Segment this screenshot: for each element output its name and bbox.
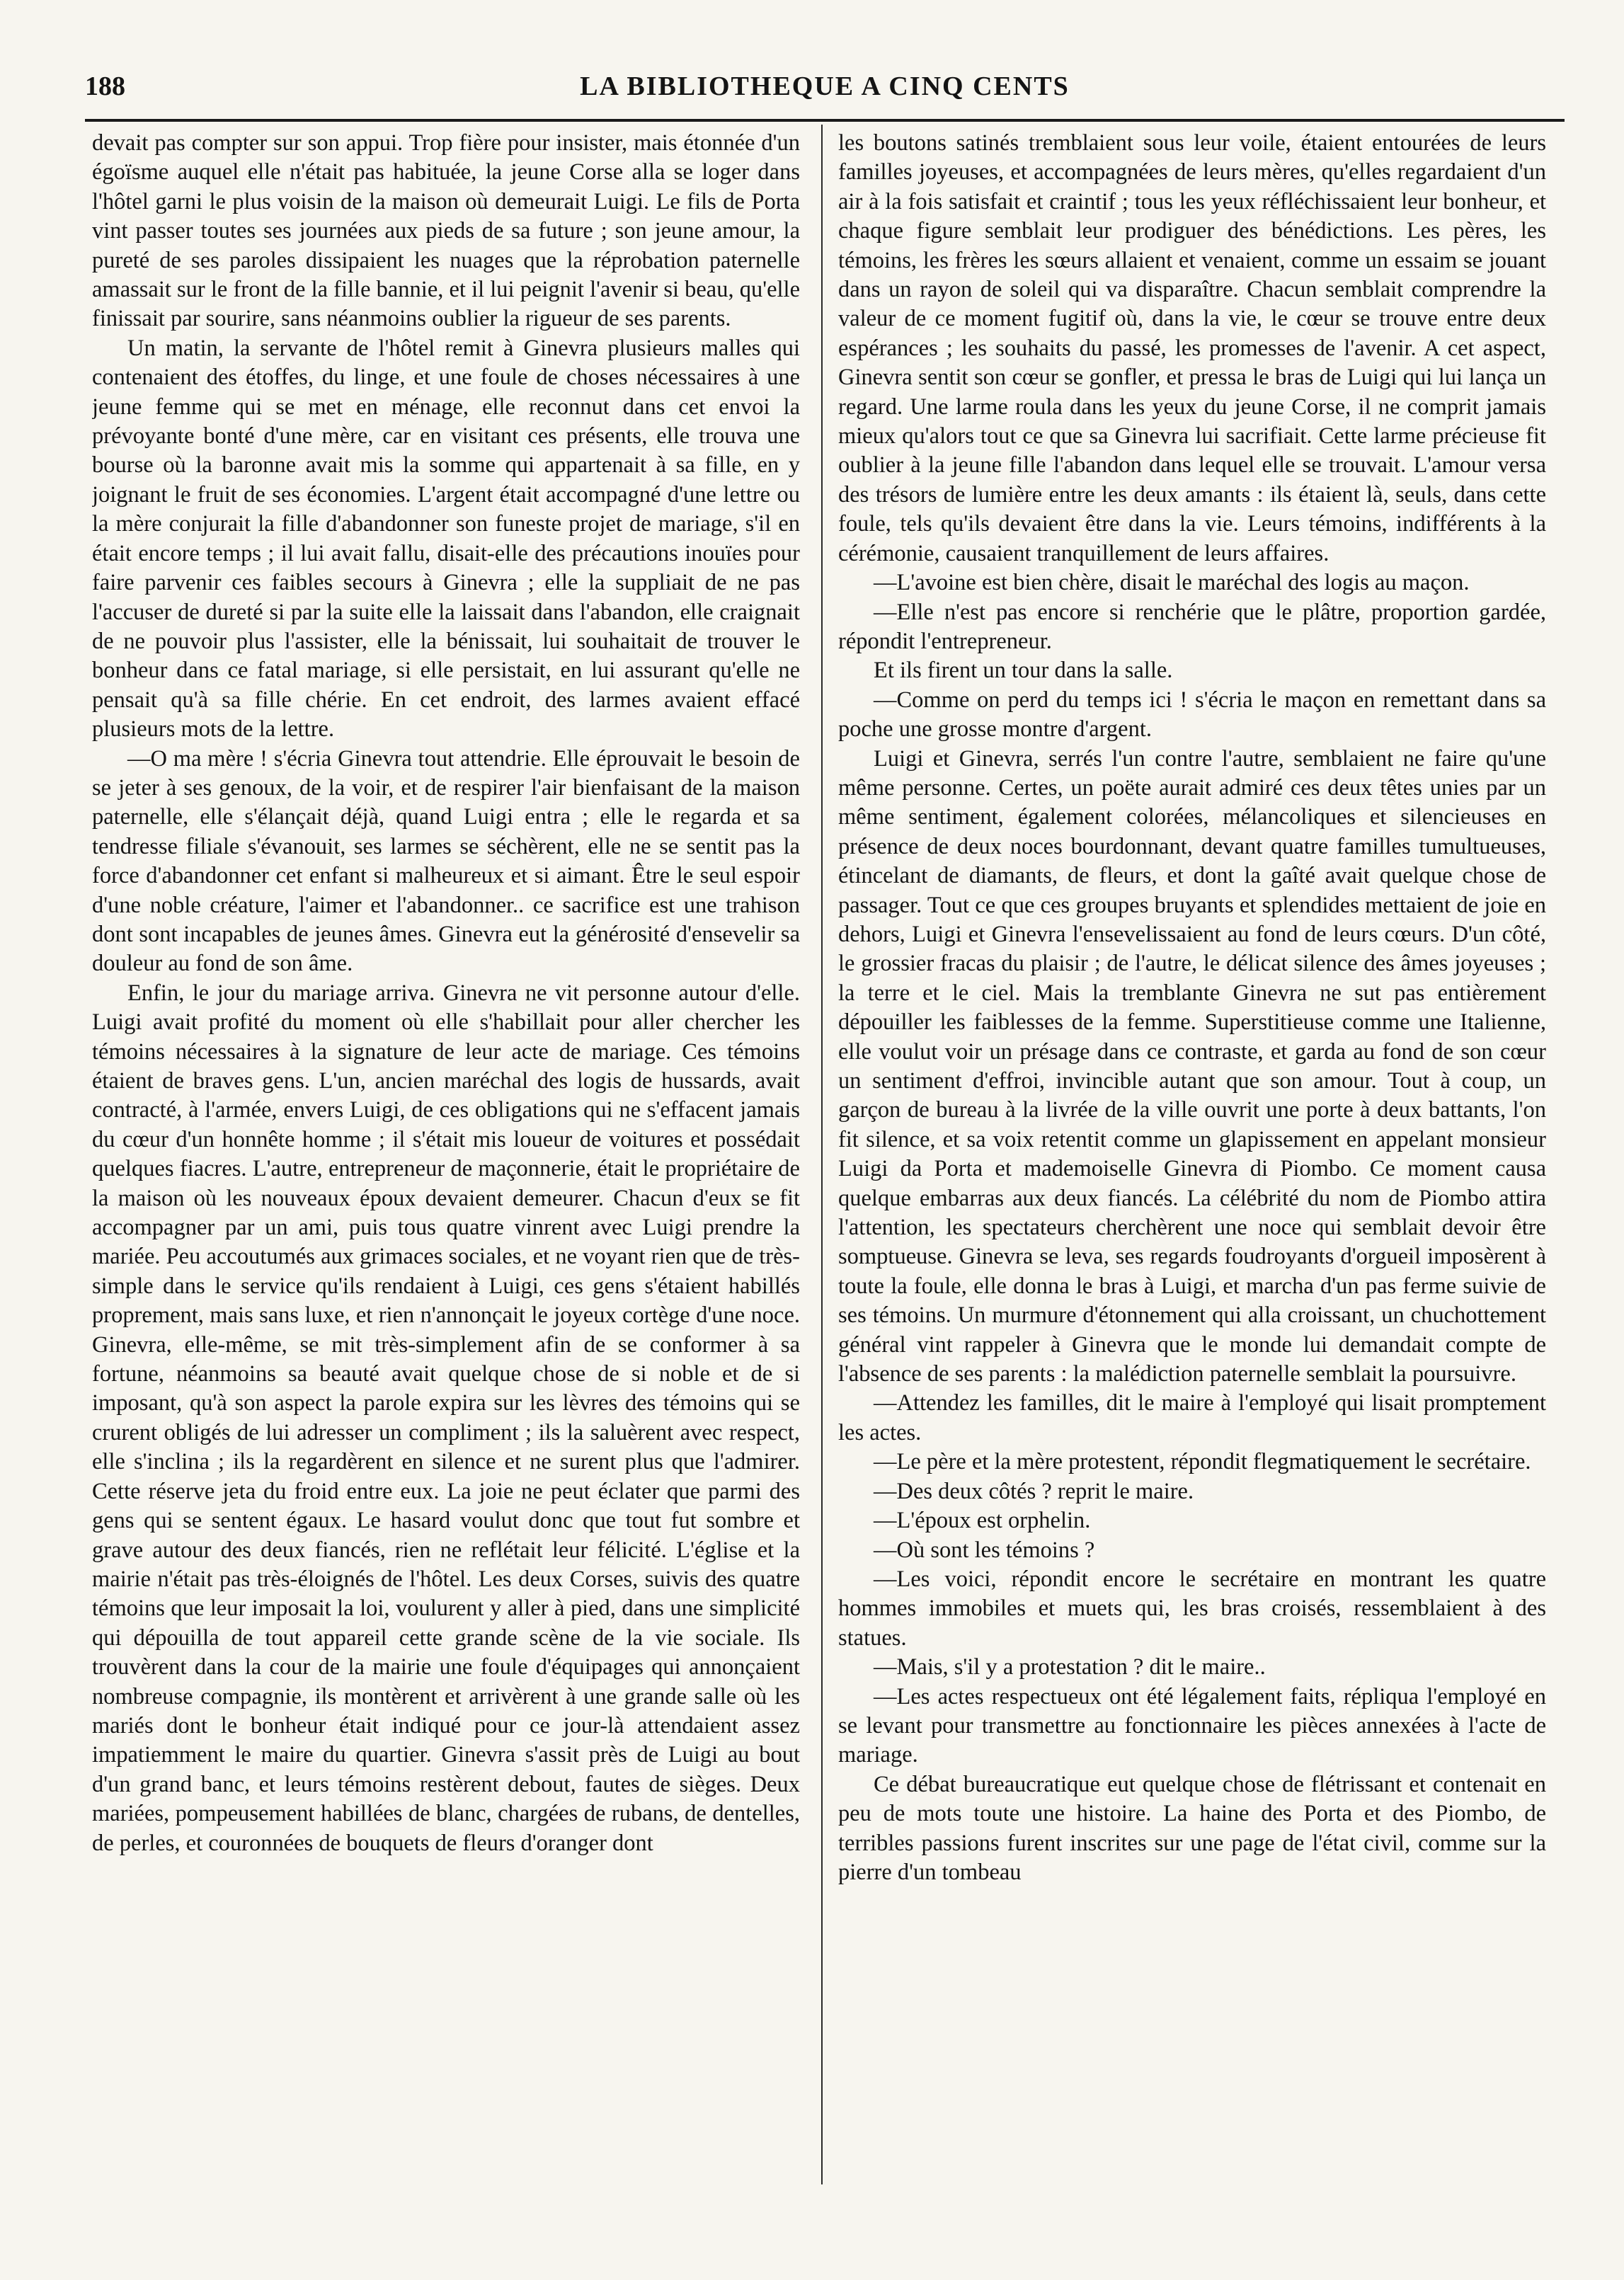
paragraph: —Comme on perd du temps ici ! s'écria le maçon en remettant dans sa poche une grosse montre d'argent.	[838, 687, 1546, 743]
paragraph: —Des deux côtés ? reprit le maire.	[874, 1478, 1194, 1504]
header-rule	[85, 119, 1565, 122]
paragraph: —O ma mère ! s'écria Ginevra tout attendrie. Elle éprouvait le besoin de se jeter à ses genoux, de la voir, et de respirer l'air bienfaisant de la maison paternelle, elle s'élançait déjà, quand Luigi entra ; elle le regarda et sa tendresse filiale s'évanouit, ses larmes se séchèrent, elle ne se sentit pas la force d'abandonner cet enfant si malheureux et si aimant. Être le seul espoir d'une noble créature, l'aimer et l'abandonner.. ce sacrifice est une trahison dont sont incapables de jeunes âmes. Ginevra eut la générosité d'ensevelir sa douleur au fond de son âme.	[92, 745, 800, 977]
paragraph: Enfin, le jour du mariage arriva. Ginevra ne vit personne autour d'elle. Luigi avait profité du moment où elle s'habillait pour aller chercher les témoins nécessaires à la signature de leur acte de mariage. Ces témoins étaient de braves gens. L'un, ancien maréchal des logis de hussards, avait contracté, à l'armée, envers Luigi, de ces obligations qui ne s'effacent jamais du cœur d'un honnête homme ; il s'était mis loueur de voitures et possédait quelques fiacres. L'autre, entrepreneur de maçonnerie, était le propriétaire de la maison où les nouveaux époux devaient demeurer. Chacun d'eux se fit accompagner par un ami, puis tous quatre vinrent avec Luigi prendre la mariée. Peu accoutumés aux grimaces sociales, et ne voyant rien que de très-simple dans le service qu'ils rendaient à Luigi, ces gens s'étaient habillés proprement, mais sans luxe, et rien n'annonçait le joyeux cortège d'une noce. Ginevra, elle-même, se mit très-simplement afin de se conformer à sa fortune, néanmoins sa beauté avait quelque chose de si noble et de si imposant, qu'à son aspect la parole expira sur les lèvres des témoins qui se crurent obligés de lui adresser un compliment ; ils la saluèrent avec respect, elle s'inclina ; ils la regardèrent en silence et ne surent plus que l'admirer. Cette réserve jeta du froid entre eux. La joie ne peut éclater que parmi des gens qui se sentent égaux. Le hasard voulut donc que tout fut sombre et grave autour des deux fiancés, rien ne reflétait leur félicité. L'église et la mairie n'était pas très-éloignés de l'hôtel. Les deux Corses, suivis des quatre témoins que leur imposait la loi, voulurent y aller à pied, dans une simplicité qui dépouilla de tout appareil cette grande scène de la vie sociale. Ils trouvèrent dans la cour de la mairie une foule d'équipages qui annonçaient nombreuse compagnie, ils montèrent et arrivèrent à une grande salle où les mariés dont le bonheur était indiqué pour ce jour-là attendaient assez impatiemment le maire du quartier. Ginevra s'assit près de Luigi au bout d'un grand banc, et leurs témoins restèrent debout, fautes de sièges. Deux mariées, pompeusement habillées de blanc, chargées de rubans, de dentelles, de perles, et couronnées de bouquets de fleurs d'oranger dont	[92, 980, 800, 1856]
paragraph: les boutons satinés tremblaient sous leur voile, étaient entourées de leurs familles joyeuses, et accompagnées de leurs mères, qu'elles regardaient d'un air à la fois satisfait et craintif ; tous les yeux réfléchissaient leur bonheur, et chaque figure semblait leur prodiguer des bénédictions. Les pères, les témoins, les frères les sœurs allaient et venaient, comme un essaim se jouant dans un rayon de soleil qui va disparaître. Chacun semblait comprendre la valeur de ce moment fugitif où, dans la vie, le cœur se trouve entre deux espérances ; les souhaits du passé, les promesses de l'avenir. A cet aspect, Ginevra sentit son cœur se gonfler, et pressa le bras de Luigi qui lui lança un regard. Une larme roula dans les yeux du jeune Corse, il ne comprit jamais mieux qu'alors tout ce que sa Ginevra lui sacrifiait. Cette larme précieuse fit oublier à la jeune fille l'abandon dans lequel elle se trouvait. L'amour versa des trésors de lumière entre les deux amants : ils étaient là, seuls, dans cette foule, tels qu'ils devaient être dans la vie. Leurs témoins, indifférents à la cérémonie, causaient tranquillement de leurs affaires.	[838, 130, 1546, 566]
paragraph: —Les actes respectueux ont été légalement faits, répliqua l'employé en se levant pour transmettre au fonctionnaire les pièces annexées à l'acte de mariage.	[838, 1683, 1546, 1768]
paragraph: —Elle n'est pas encore si renchérie que le plâtre, proportion gardée, répondit l'entrepreneur.	[838, 599, 1546, 654]
paragraph: Un matin, la servante de l'hôtel remit à Ginevra plusieurs malles qui contenaient des étoffes, du linge, et une foule de choses nécessaires à une jeune femme qui se met en ménage, elle reconnut dans cet envoi la prévoyante bonté d'une mère, car en visitant ces présents, elle trouva une bourse où la baronne avait mis la somme qui appartenait à sa fille, en y joignant le fruit de ses économies. L'argent était accompagné d'une lettre ou la mère conjurait la fille d'abandonner son funeste projet de mariage, s'il en était encore temps ; il lui avait fallu, disait-elle des précautions inouïes pour faire parvenir ces faibles secours à Ginevra ; elle la suppliait de ne pas l'accuser de dureté si par la suite elle la laissait dans l'abandon, elle craignait de ne pouvoir plus l'assister, elle la bénissait, lui souhaitait de trouver le bonheur dans ce fatal mariage, si elle persistait, en lui assurant qu'elle ne pensait qu'à sa fille chérie. En cet endroit, des larmes avaient effacé plusieurs mots de la lettre.	[92, 335, 800, 743]
paragraph: —Mais, s'il y a protestation ? dit le maire..	[874, 1654, 1266, 1680]
paragraph: Et ils firent un tour dans la salle.	[874, 658, 1173, 684]
page-header	[85, 61, 1565, 103]
paragraph: Luigi et Ginevra, serrés l'un contre l'autre, semblaient ne faire qu'une même personne. Certes, un poëte aurait admiré ces deux têtes unies par un même sentiment, également colorées, mélancoliques et silencieuses en présence de deux noces bourdonnant, devant quatre familles tumultueuses, étincelant de diamants, de fleurs, et dont la gaîté avait quelque chose de passager. Tout ce que ces groupes bruyants et splendides mettaient de joie en dehors, Luigi et Ginevra l'ensevelissaient au fond de leurs cœurs. D'un côté, le grossier fracas du plaisir ; de l'autre, le délicat silence des âmes joyeuses ; la terre et le ciel. Mais la tremblante Ginevra ne sut pas entièrement dépouiller les faiblesses de la femme. Superstitieuse comme une Italienne, elle voulut voir un présage dans ce contraste, et garda au fond de son cœur un sentiment d'effroi, invincible autant que son amour. Tout à coup, un garçon de bureau à la livrée de la ville ouvrit une porte à deux battants, l'on fit silence, et sa voix retentit comme un glapissement en appelant monsieur Luigi da Porta et mademoiselle Ginevra di Piombo. Ce moment causa quelque embarras aux deux fiancés. La célébrité du nom de Piombo attira l'attention, les spectateurs cherchèrent une noce qui semblait devoir être somptueuse. Ginevra se leva, ses regards foudroyants d'orgueil imposèrent à toute la foule, elle donna le bras à Luigi, et marcha d'un pas ferme suivie de ses témoins. Un murmure d'étonnement qui alla croissant, un chuchottement général vint rappeler à Ginevra que le monde lui demandait compte de l'absence de ses parents : la malédiction paternelle semblait la poursuivre.	[838, 745, 1546, 1387]
running-head: LA BIBLIOTHEQUE A CINQ CENTS	[580, 71, 1070, 101]
page-number: 188	[85, 71, 125, 101]
right-column	[838, 129, 1546, 2185]
paragraph: —Les voici, répondit encore le secrétaire en montrant les quatre hommes immobiles et muets qui, les bras croisés, ressemblaient à des statues.	[838, 1566, 1546, 1651]
column-divider	[821, 125, 823, 2184]
paragraph: —Le père et la mère protestent, répondit flegmatiquement le secrétaire.	[874, 1449, 1531, 1475]
paragraph: —Attendez les familles, dit le maire à l'employé qui lisait promptement les actes.	[838, 1390, 1546, 1445]
paragraph: —L'avoine est bien chère, disait le maréchal des logis au maçon.	[874, 570, 1470, 596]
paragraph: —Où sont les témoins ?	[874, 1537, 1095, 1563]
paragraph: Ce débat bureaucratique eut quelque chose de flétrissant et contenait en peu de mots toute une histoire. La haine des Porta et des Piombo, de terribles passions furent inscrites sur une page de l'état civil, comme sur la pierre d'un tombeau	[838, 1771, 1546, 1885]
paragraph: —L'époux est orphelin.	[874, 1508, 1091, 1534]
left-column	[92, 129, 800, 2185]
paragraph: devait pas compter sur son appui. Trop fière pour insister, mais étonnée d'un égoïsme auquel elle n'était pas habituée, la jeune Corse alla se loger dans l'hôtel garni le plus voisin de la maison où demeurait Luigi. Le fils de Porta vint passer toutes ses journées aux pieds de sa future ; son jeune amour, la pureté de ses paroles dissipaient les nuages que la réprobation paternelle amassait sur le front de la fille bannie, et il lui peignit l'avenir si beau, qu'elle finissait par sourire, sans néanmoins oublier la rigueur de ses parents.	[92, 130, 800, 332]
